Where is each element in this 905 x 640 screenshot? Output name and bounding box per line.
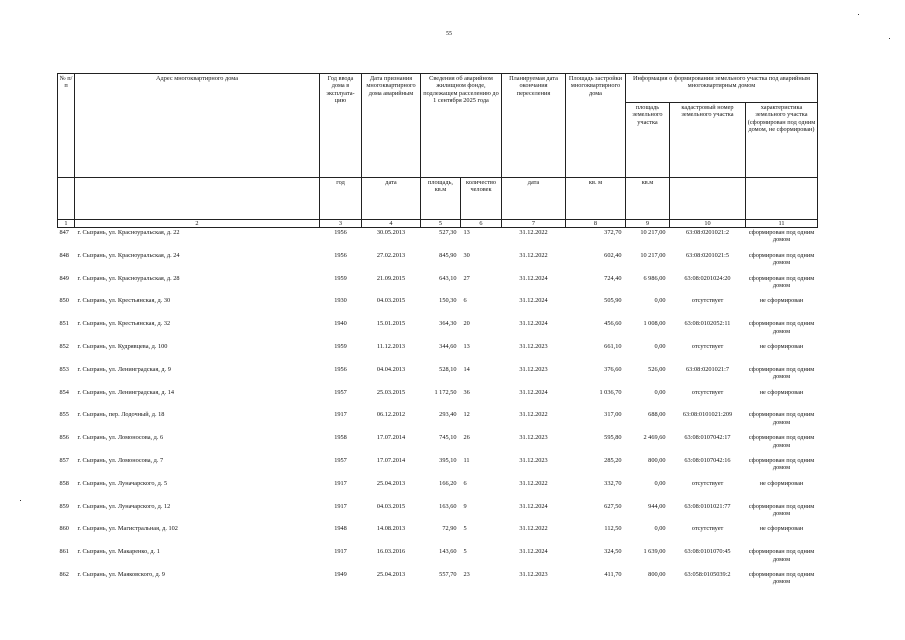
row-address: г. Сызрань, ул. Кудрявцева, д. 100 bbox=[77, 342, 168, 350]
page-number: 55 bbox=[446, 31, 452, 37]
row-cadastral: 63:08:0101070:45 bbox=[684, 548, 731, 556]
row-cadastral: отсутствует bbox=[691, 388, 724, 396]
row-built-area: 411,70 bbox=[604, 570, 622, 578]
row-built-area: 505,90 bbox=[604, 297, 622, 305]
row-people: 5 bbox=[463, 525, 467, 533]
row-number: 856 bbox=[59, 434, 69, 442]
row-people: 13 bbox=[463, 342, 470, 350]
header-planned: Планируемая дата окончания переселения bbox=[502, 74, 566, 178]
row-address: г. Сызрань, ул. Ленинградская, д. 14 bbox=[77, 388, 175, 396]
row-area: 1 172,50 bbox=[434, 388, 457, 396]
row-planned-date: 31.12.2023 bbox=[519, 434, 548, 442]
row-year: 1948 bbox=[334, 525, 347, 533]
row-recognition-date: 15.01.2015 bbox=[376, 320, 406, 328]
row-address: г. Сызрань, ул. Луначарского, д. 12 bbox=[77, 502, 171, 510]
column-number: 2 bbox=[75, 220, 320, 228]
row-land-area: 6 986,00 bbox=[643, 274, 666, 282]
row-built-area: 324,50 bbox=[604, 548, 622, 556]
row-characteristic: не сформирован bbox=[759, 525, 804, 533]
row-built-area: 595,80 bbox=[604, 434, 622, 442]
row-number: 860 bbox=[59, 525, 69, 533]
row-address: г. Сызрань, ул. Крестьянская, д. 32 bbox=[77, 320, 171, 328]
row-area: 745,10 bbox=[439, 434, 457, 442]
row-characteristic: сформирован под одним домом bbox=[748, 365, 815, 381]
row-characteristic: сформирован под одним домом bbox=[748, 456, 815, 472]
row-land-area: 10 217,00 bbox=[640, 251, 666, 259]
row-cadastral: 63:058:0105039:2 bbox=[684, 570, 731, 578]
table-row bbox=[58, 297, 818, 320]
row-built-area: 317,00 bbox=[604, 411, 622, 419]
row-recognition-date: 25.04.2013 bbox=[376, 570, 406, 578]
unit-date: дата bbox=[362, 178, 421, 220]
row-cadastral: 63:08:0102052:11 bbox=[684, 320, 731, 328]
row-address: г. Сызрань, пер. Лодочный, д. 18 bbox=[77, 411, 165, 419]
row-address: г. Сызрань, ул. Ленинградская, д. 9 bbox=[77, 365, 171, 373]
unit-sqm2: кв.м bbox=[626, 178, 670, 220]
row-recognition-date: 27.02.2013 bbox=[376, 251, 406, 259]
row-area: 344,60 bbox=[439, 342, 457, 350]
row-planned-date: 31.12.2022 bbox=[519, 229, 548, 236]
row-land-area: 0,00 bbox=[654, 479, 666, 487]
row-characteristic: не сформирован bbox=[759, 388, 804, 396]
table-row bbox=[58, 571, 818, 594]
column-number: 8 bbox=[566, 220, 626, 228]
table-row bbox=[58, 343, 818, 366]
row-number: 847 bbox=[59, 229, 69, 236]
row-area: 395,10 bbox=[439, 456, 457, 464]
row-planned-date: 31.12.2023 bbox=[519, 342, 548, 350]
row-built-area: 372,70 bbox=[604, 229, 622, 236]
row-built-area: 602,40 bbox=[604, 251, 622, 259]
row-built-area: 332,70 bbox=[604, 479, 622, 487]
row-characteristic: сформирован под одним домом bbox=[748, 229, 815, 244]
row-planned-date: 31.12.2024 bbox=[519, 274, 548, 282]
row-recognition-date: 25.03.2015 bbox=[376, 388, 406, 396]
housing-table bbox=[57, 73, 818, 594]
row-recognition-date: 06.12.2012 bbox=[376, 411, 406, 419]
row-characteristic: сформирован под одним домом bbox=[748, 274, 815, 290]
row-cadastral: отсутствует bbox=[691, 479, 724, 487]
row-cadastral: 63:08:0101021:209 bbox=[682, 411, 733, 419]
row-recognition-date: 16.03.2016 bbox=[376, 548, 406, 556]
row-people: 13 bbox=[463, 229, 470, 236]
row-people: 5 bbox=[463, 548, 467, 556]
row-year: 1957 bbox=[334, 388, 347, 396]
row-year: 1930 bbox=[334, 297, 347, 305]
row-people: 9 bbox=[463, 502, 467, 510]
table-row bbox=[58, 434, 818, 457]
row-area: 364,30 bbox=[439, 320, 457, 328]
row-address: г. Сызрань, ул. Маяковского, д. 9 bbox=[77, 570, 165, 578]
row-characteristic: сформирован под одним домом bbox=[748, 570, 815, 586]
row-address: г. Сызрань, ул. Красноуральская, д. 28 bbox=[77, 274, 180, 282]
row-recognition-date: 17.07.2014 bbox=[376, 456, 406, 464]
row-people: 20 bbox=[463, 320, 470, 328]
row-number: 858 bbox=[59, 479, 69, 487]
row-built-area: 112,50 bbox=[604, 525, 622, 533]
row-recognition-date: 21.09.2015 bbox=[376, 274, 406, 282]
header-year: Год ввода дома в эксплуата-цию bbox=[320, 74, 362, 178]
column-number: 7 bbox=[502, 220, 566, 228]
column-number: 9 bbox=[626, 220, 670, 228]
row-cadastral: 63:08:0201021:2 bbox=[685, 229, 730, 236]
scan-speck bbox=[858, 14, 859, 15]
row-people: 6 bbox=[463, 297, 467, 305]
header-built-area: Площадь застройки многоквартирного дома bbox=[566, 74, 626, 178]
row-planned-date: 31.12.2024 bbox=[519, 388, 548, 396]
row-planned-date: 31.12.2024 bbox=[519, 502, 548, 510]
row-year: 1956 bbox=[334, 229, 347, 236]
row-year: 1957 bbox=[334, 456, 347, 464]
row-planned-date: 31.12.2022 bbox=[519, 479, 548, 487]
row-year: 1917 bbox=[334, 411, 347, 419]
row-recognition-date: 11.12.2013 bbox=[376, 342, 406, 350]
row-recognition-date: 04.03.2015 bbox=[376, 502, 406, 510]
row-number: 857 bbox=[59, 456, 69, 464]
row-built-area: 1 036,70 bbox=[599, 388, 622, 396]
row-year: 1917 bbox=[334, 502, 347, 510]
row-number: 862 bbox=[59, 570, 69, 578]
row-area: 150,30 bbox=[439, 297, 457, 305]
row-number: 851 bbox=[59, 320, 69, 328]
row-land-area: 10 217,00 bbox=[640, 229, 666, 236]
row-recognition-date: 04.03.2015 bbox=[376, 297, 406, 305]
row-year: 1917 bbox=[334, 479, 347, 487]
row-cadastral: 63:08:0201024:20 bbox=[684, 274, 731, 282]
row-area: 557,70 bbox=[439, 570, 457, 578]
row-cadastral: 63:08:0201021:7 bbox=[685, 365, 730, 373]
row-land-area: 944,00 bbox=[648, 502, 666, 510]
column-number: 10 bbox=[670, 220, 746, 228]
row-people: 12 bbox=[463, 411, 470, 419]
column-number: 5 bbox=[421, 220, 461, 228]
row-people: 14 bbox=[463, 365, 470, 373]
header-num: № п/п bbox=[58, 74, 75, 178]
row-recognition-date: 30.05.2013 bbox=[376, 229, 406, 236]
unit-year: год bbox=[320, 178, 362, 220]
row-people: 26 bbox=[463, 434, 470, 442]
row-cadastral: отсутствует bbox=[691, 297, 724, 305]
table-row bbox=[58, 366, 818, 389]
row-area: 528,10 bbox=[439, 365, 457, 373]
row-characteristic: сформирован под одним домом bbox=[748, 434, 815, 449]
row-built-area: 724,40 bbox=[604, 274, 622, 282]
row-year: 1958 bbox=[334, 434, 347, 442]
table-row bbox=[58, 275, 818, 298]
row-characteristic: сформирован под одним домом bbox=[748, 251, 815, 267]
row-built-area: 285,20 bbox=[604, 456, 622, 464]
table-row bbox=[58, 457, 818, 480]
row-address: г. Сызрань, ул. Магистральная, д. 102 bbox=[77, 525, 178, 533]
row-built-area: 376,60 bbox=[604, 365, 622, 373]
unit-cell bbox=[670, 178, 746, 220]
row-planned-date: 31.12.2023 bbox=[519, 570, 548, 578]
row-people: 36 bbox=[463, 388, 470, 396]
header-characteristic: характеристика земельного участка (сформирован под одним домом, не сформирован) bbox=[746, 103, 818, 178]
column-number: 3 bbox=[320, 220, 362, 228]
row-address: г. Сызрань, ул. Крестьянская, д. 30 bbox=[77, 297, 171, 305]
row-land-area: 800,00 bbox=[648, 570, 666, 578]
table-row bbox=[58, 252, 818, 275]
column-number: 4 bbox=[362, 220, 421, 228]
row-land-area: 688,00 bbox=[648, 411, 666, 419]
header-land-area: площадь земельного участка bbox=[626, 103, 670, 178]
row-cadastral: 63:08:0201021:5 bbox=[685, 251, 730, 259]
row-characteristic: не сформирован bbox=[759, 479, 804, 487]
row-land-area: 0,00 bbox=[654, 342, 666, 350]
header-cadastral: кадастровый номер земельного участка bbox=[670, 103, 746, 178]
row-people: 11 bbox=[463, 456, 470, 464]
table-row bbox=[58, 320, 818, 343]
unit-sqm: кв. м bbox=[566, 178, 626, 220]
row-area: 166,20 bbox=[439, 479, 457, 487]
row-built-area: 627,50 bbox=[604, 502, 622, 510]
row-land-area: 800,00 bbox=[648, 456, 666, 464]
row-cadastral: 63:08:0107042:16 bbox=[684, 456, 731, 464]
row-cadastral: отсутствует bbox=[691, 525, 724, 533]
row-planned-date: 31.12.2024 bbox=[519, 297, 548, 305]
row-address: г. Сызрань, ул. Красноуральская, д. 24 bbox=[77, 251, 180, 259]
row-land-area: 0,00 bbox=[654, 297, 666, 305]
header-recognition: Дата признания многоквартирного дома аварийным bbox=[362, 74, 421, 178]
row-number: 853 bbox=[59, 365, 69, 373]
row-recognition-date: 17.07.2014 bbox=[376, 434, 406, 442]
row-year: 1959 bbox=[334, 342, 347, 350]
row-year: 1949 bbox=[334, 570, 347, 578]
row-address: г. Сызрань, ул. Ломоносова, д. 7 bbox=[77, 456, 164, 464]
row-number: 849 bbox=[59, 274, 69, 282]
table-row bbox=[58, 503, 818, 526]
row-area: 845,90 bbox=[439, 251, 457, 259]
column-number: 6 bbox=[461, 220, 502, 228]
row-characteristic: сформирован под одним домом bbox=[748, 411, 815, 426]
row-recognition-date: 25.04.2013 bbox=[376, 479, 406, 487]
row-land-area: 0,00 bbox=[654, 525, 666, 533]
row-number: 848 bbox=[59, 251, 69, 259]
row-address: г. Сызрань, ул. Макаренко, д. 1 bbox=[77, 548, 160, 556]
header-land-info: Информация о формировании земельного участка под аварийным многоквартирным домом bbox=[626, 74, 818, 103]
header-emergency: Сведения об аварийном жилищном фонде, подлежащем расселению до 1 сентября 2025 года bbox=[421, 74, 502, 178]
table-row bbox=[58, 389, 818, 412]
row-address: г. Сызрань, ул. Луначарского, д. 5 bbox=[77, 479, 168, 487]
row-area: 143,60 bbox=[439, 548, 457, 556]
row-address: г. Сызрань, ул. Красноуральская, д. 22 bbox=[77, 229, 180, 236]
row-area: 643,10 bbox=[439, 274, 457, 282]
scan-speck bbox=[889, 38, 890, 39]
row-number: 855 bbox=[59, 411, 69, 419]
row-built-area: 661,10 bbox=[604, 342, 622, 350]
row-number: 852 bbox=[59, 342, 69, 350]
row-land-area: 1 639,00 bbox=[643, 548, 666, 556]
column-number: 11 bbox=[746, 220, 818, 228]
row-people: 23 bbox=[463, 570, 470, 578]
row-address: г. Сызрань, ул. Ломоносова, д. 6 bbox=[77, 434, 164, 442]
row-planned-date: 31.12.2024 bbox=[519, 320, 548, 328]
row-people: 6 bbox=[463, 479, 467, 487]
row-people: 27 bbox=[463, 274, 470, 282]
row-planned-date: 31.12.2024 bbox=[519, 548, 548, 556]
row-people: 30 bbox=[463, 251, 470, 259]
row-year: 1956 bbox=[334, 365, 347, 373]
table-row bbox=[58, 411, 818, 434]
row-area: 163,60 bbox=[439, 502, 457, 510]
row-land-area: 0,00 bbox=[654, 388, 666, 396]
row-area: 72,90 bbox=[442, 525, 457, 533]
row-year: 1917 bbox=[334, 548, 347, 556]
row-characteristic: сформирован под одним домом bbox=[748, 502, 815, 517]
table-row bbox=[58, 228, 818, 252]
row-characteristic: сформирован под одним домом bbox=[748, 548, 815, 563]
row-planned-date: 31.12.2022 bbox=[519, 411, 548, 419]
table-row bbox=[58, 548, 818, 571]
row-land-area: 526,00 bbox=[648, 365, 666, 373]
unit-cell bbox=[58, 178, 75, 220]
row-area: 293,40 bbox=[439, 411, 457, 419]
column-number: 1 bbox=[58, 220, 75, 228]
row-recognition-date: 14.08.2013 bbox=[376, 525, 406, 533]
row-year: 1940 bbox=[334, 320, 347, 328]
unit-cell bbox=[75, 178, 320, 220]
table-row bbox=[58, 525, 818, 548]
unit-people: количество человек bbox=[461, 178, 502, 220]
row-number: 854 bbox=[59, 388, 69, 396]
row-year: 1956 bbox=[334, 251, 347, 259]
unit-area: площадь, кв.м bbox=[421, 178, 461, 220]
row-cadastral: 63:08:0101021:77 bbox=[684, 502, 731, 510]
row-land-area: 2 469,60 bbox=[643, 434, 666, 442]
row-planned-date: 31.12.2023 bbox=[519, 365, 548, 373]
row-area: 527,30 bbox=[439, 229, 457, 236]
row-planned-date: 31.12.2022 bbox=[519, 525, 548, 533]
row-built-area: 456,60 bbox=[604, 320, 622, 328]
row-planned-date: 31.12.2022 bbox=[519, 251, 548, 259]
row-number: 859 bbox=[59, 502, 69, 510]
row-characteristic: сформирован под одним домом bbox=[748, 320, 815, 335]
row-cadastral: отсутствует bbox=[691, 342, 724, 350]
row-characteristic: не сформирован bbox=[759, 342, 804, 350]
row-characteristic: не сформирован bbox=[759, 297, 804, 305]
header-address: Адрес многоквартирного дома bbox=[75, 74, 320, 178]
row-planned-date: 31.12.2023 bbox=[519, 456, 548, 464]
unit-date2: дата bbox=[502, 178, 566, 220]
row-number: 850 bbox=[59, 297, 69, 305]
row-recognition-date: 04.04.2013 bbox=[376, 365, 406, 373]
unit-cell bbox=[746, 178, 818, 220]
scan-speck bbox=[20, 500, 21, 501]
row-number: 861 bbox=[59, 548, 69, 556]
row-land-area: 1 008,00 bbox=[643, 320, 666, 328]
row-year: 1959 bbox=[334, 274, 347, 282]
row-cadastral: 63:08:0107042:17 bbox=[684, 434, 731, 442]
table-row bbox=[58, 480, 818, 503]
